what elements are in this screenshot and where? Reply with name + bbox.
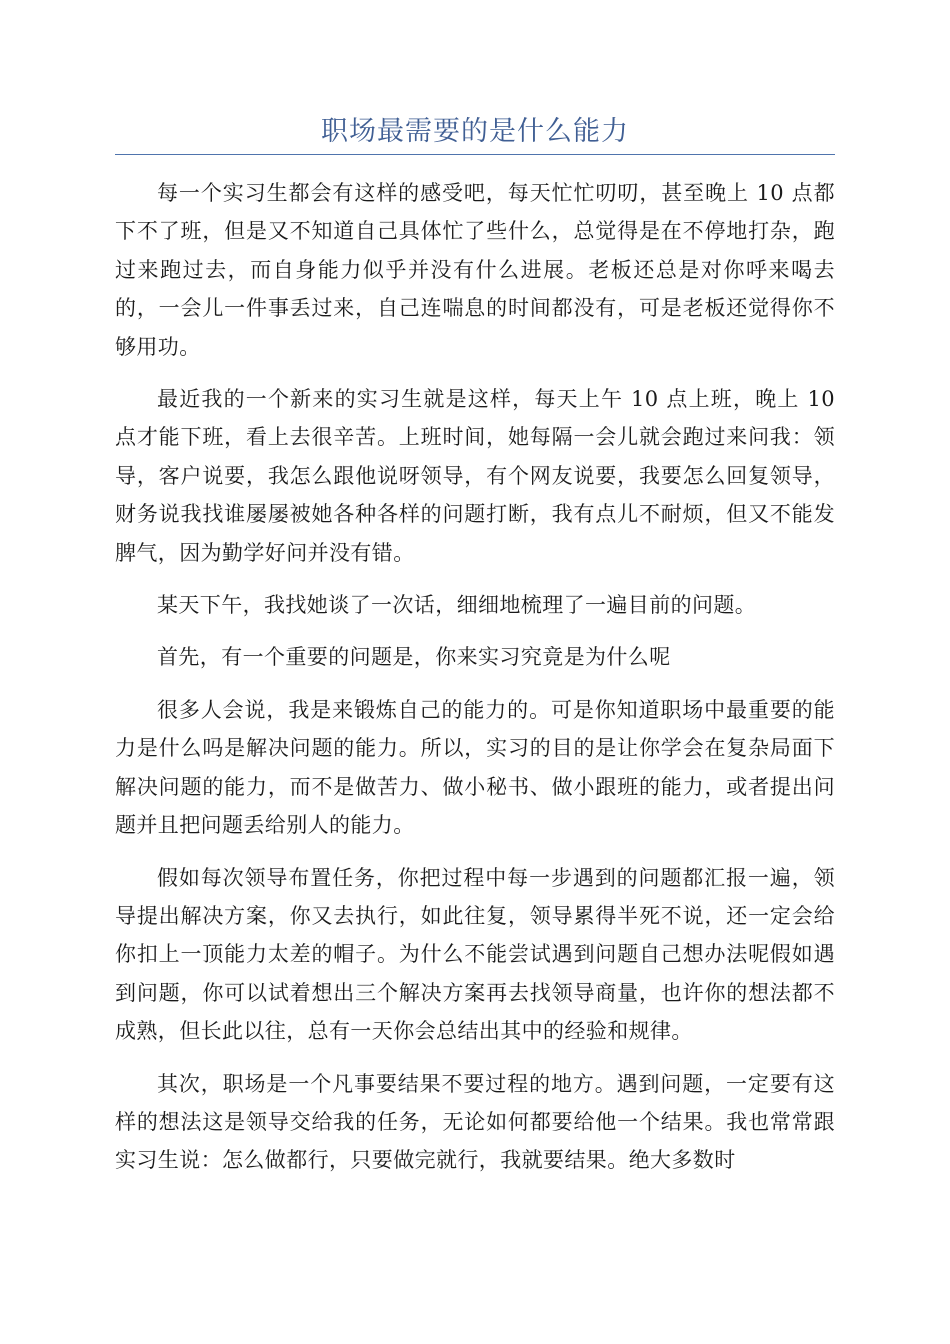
paragraph: 其次，职场是一个凡事要结果不要过程的地方。遇到问题，一定要有这样的想法这是领导交给我的任务，无论如何都要给他一个结果。我也常常跟实习生说：怎么做都行，只要做完就行，我就要结果。绝大多数时: [115, 1071, 835, 1173]
paragraph: 最近我的一个新来的实习生就是这样，每天上午 10 点上班，晚上 10 点才能下班，看上去很辛苦。上班时间，她每隔一会儿就会跑过来问我：领导，客户说要，我怎么跟他说呀领导，有个网友说要，我要怎么回复领导，财务说我找谁屡屡被她各种各样的问题打断，我有点儿不耐烦，但又不能发脾气，因为勤学好问并没有错。: [115, 387, 835, 565]
title-underline: [115, 154, 835, 155]
paragraph: 假如每次领导布置任务，你把过程中每一步遇到的问题都汇报一遍，领导提出解决方案，你又去执行，如此往复，领导累得半死不说，还一定会给你扣上一顶能力太差的帽子。为什么不能尝试遇到问题自己想办法呢假如遇到问题，你可以试着想出三个解决方案再去找领导商量，也许你的想法都不成熟，但长此以往，总有一天你会总结出其中的经验和规律。: [115, 865, 835, 1044]
paragraph: 很多人会说，我是来锻炼自己的能力的。可是你知道职场中最重要的能力是什么吗是解决问题的能力。所以，实习的目的是让你学会在复杂局面下解决问题的能力，而不是做苦力、做小秘书、做小跟班的能力，或者提出问题并且把问题丢给别人的能力。: [115, 697, 835, 838]
paragraph: 首先，有一个重要的问题是，你来实习究竟是为什么呢: [157, 645, 671, 670]
document-body: [115, 174, 835, 1194]
paragraph: 某天下午，我找她谈了一次话，细细地梳理了一遍目前的问题。: [157, 593, 757, 618]
document-title: 职场最需要的是什么能力: [321, 116, 629, 147]
paragraph: 每一个实习生都会有这样的感受吧，每天忙忙叨叨，甚至晚上 10 点都下不了班，但是又不知道自己具体忙了些什么，总觉得是在不停地打杂，跑过来跑过去，而自身能力似乎并没有什么进展。老板还总是对你呼来喝去的，一会儿一件事丢过来，自己连喘息的时间都没有，可是老板还觉得你不够用功。: [115, 181, 835, 359]
